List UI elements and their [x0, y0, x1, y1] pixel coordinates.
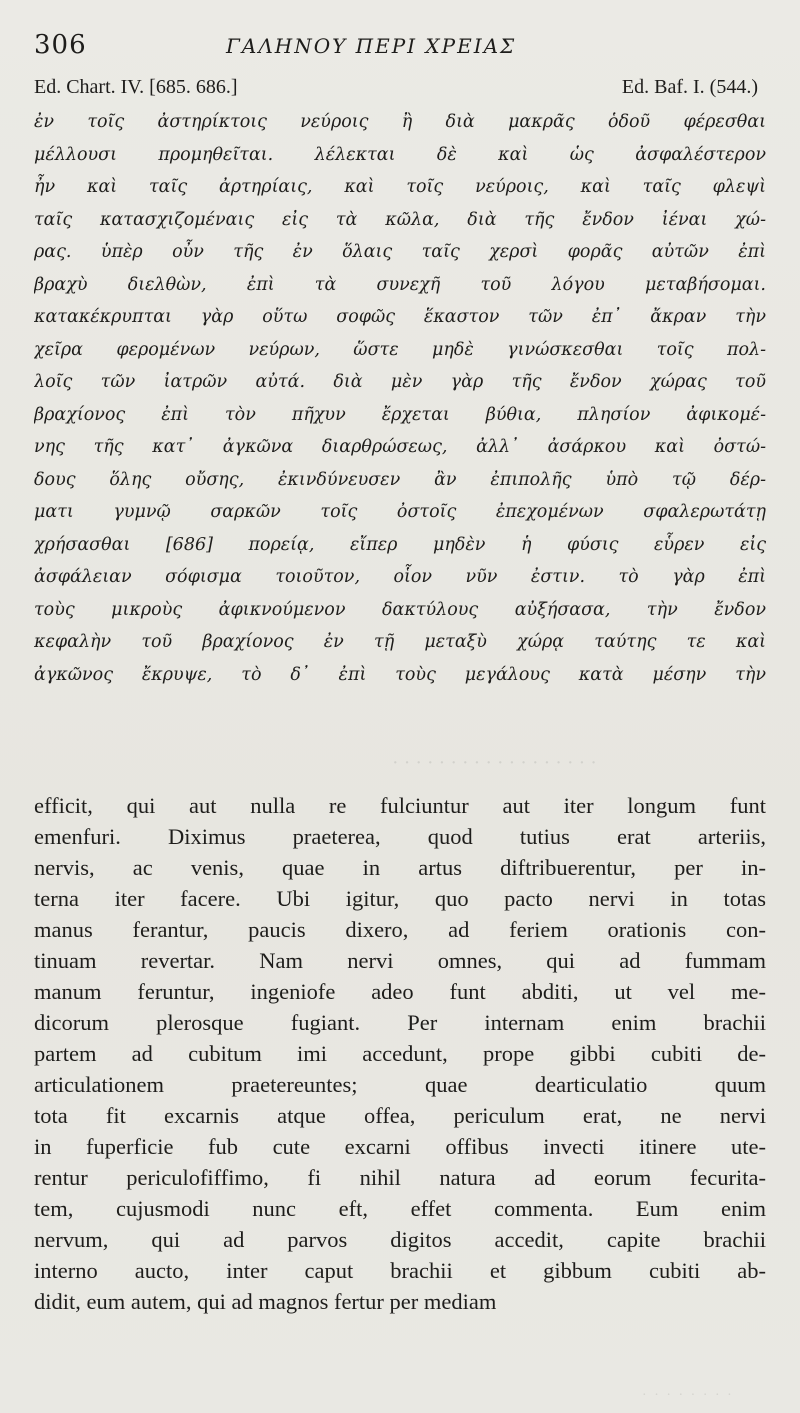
greek-line: ἦν καὶ ταῖς ἀρτηρίαις, καὶ τοῖς νεύροις, καὶ ταῖς φλεψὶ	[34, 177, 766, 197]
latin-line: tinuam revertar. Nam nervi omnes, qui ad fummam	[34, 948, 766, 973]
greek-line: χεῖρα φερομένων νεύρων, ὥστε μηδὲ γινώσκεσθαι τοῖς πολ-	[34, 339, 766, 360]
latin-line: emenfuri. Diximus praeterea, quod tutius erat arteriis,	[34, 824, 766, 849]
latin-line: dicorum plerosque fugiant. Per internam enim brachii	[34, 1010, 766, 1035]
greek-text-column	[34, 106, 766, 691]
latin-line: partem ad cubitum imi accedunt, prope gibbi cubiti de-	[34, 1041, 766, 1066]
edition-reference-left: Ed. Chart. IV. [685. 686.]	[34, 76, 238, 98]
greek-line: χρήσασθαι [686] πορείᾳ, εἴπερ μηδὲν ἡ φύσις εὗρεν εἰς	[34, 534, 766, 555]
greek-line: ἀσφάλειαν σόφισμα τοιοῦτον, οἷον νῦν ἐστιν. τὸ γὰρ ἐπὶ	[34, 567, 766, 587]
latin-line: tem, cujusmodi nunc eft, effet commenta. Eum enim	[34, 1196, 766, 1221]
greek-line: κατακέκρυπται γὰρ οὕτω σοφῶς ἕκαστον τῶν ἐπ᾽ ἄκραν τὴν	[34, 307, 766, 327]
greek-line: ἀγκῶνος ἔκρυψε, τὸ δ᾽ ἐπὶ τοὺς μεγάλους κατὰ μέσην τὴν	[34, 664, 766, 685]
greek-line: ἐν τοῖς ἀστηρίκτοις νεύροις ἢ διὰ μακρᾶς ὁδοῦ φέρεσθαι	[34, 112, 766, 132]
greek-line: ματι γυμνῷ σαρκῶν τοῖς ὀστοῖς ἐπεχομένων σφαλερωτάτῃ	[34, 502, 766, 522]
greek-line: τοὺς μικροὺς ἀφικνούμενον δακτύλους αὐξήσασα, τὴν ἔνδον	[34, 599, 766, 620]
latin-line: tota fit excarnis atque offea, periculum erat, ne nervi	[34, 1103, 766, 1128]
latin-line: efficit, qui aut nulla re fulciuntur aut iter longum funt	[34, 793, 766, 818]
latin-line: articulationem praetereuntes; quae dearticulatio quum	[34, 1072, 766, 1097]
greek-line: βραχὺ διελθὼν, ἐπὶ τὰ συνεχῆ τοῦ λόγου μεταβήσομαι.	[34, 274, 766, 295]
latin-line: didit, eum autem, qui ad magnos fertur per mediam	[34, 1289, 497, 1314]
latin-line: manus ferantur, paucis dixero, ad feriem orationis con-	[34, 917, 766, 942]
latin-line: nervum, qui ad parvos digitos accedit, capite brachii	[34, 1227, 766, 1252]
edition-reference-line	[34, 76, 764, 106]
show-through-text: · · · · · · · ·	[640, 1388, 732, 1403]
greek-line: ταῖς κατασχιζομέναις εἰς τὰ κῶλα, διὰ τῆς ἔνδον ἰέναι χώ-	[34, 209, 766, 230]
latin-line: interno aucto, inter caput brachii et gibbum cubiti ab-	[34, 1258, 766, 1283]
latin-line: manum feruntur, ingeniofe adeo funt abditi, ut vel me-	[34, 979, 766, 1004]
latin-text-column	[34, 790, 766, 1317]
show-through-text: · · · · · · · · · · · · · · · · · ·	[392, 752, 597, 774]
page-number: 306	[34, 30, 87, 60]
greek-line: λοῖς τῶν ἰατρῶν αὐτά. διὰ μὲν γὰρ τῆς ἔνδον χώρας τοῦ	[34, 372, 766, 392]
greek-line: βραχίονος ἐπὶ τὸν πῆχυν ἔρχεται βύθια, πλησίον ἀφικομέ-	[34, 404, 766, 425]
latin-line: terna iter facere. Ubi igitur, quo pacto nervi in totas	[34, 886, 766, 911]
page-header	[34, 30, 764, 66]
greek-line: μέλλουσι προμηθεῖται. λέλεκται δὲ καὶ ὡς ἀσφαλέστερον	[34, 144, 766, 165]
greek-line: ρας. ὑπὲρ οὖν τῆς ἐν ὅλαις ταῖς χερσὶ φορᾶς αὐτῶν ἐπὶ	[34, 242, 766, 262]
latin-line: nervis, ac venis, quae in artus diftribuerentur, per in-	[34, 855, 766, 880]
latin-line: rentur periculofiffimo, fi nihil natura ad eorum fecurita-	[34, 1165, 766, 1190]
greek-line: νης τῆς κατ᾽ ἀγκῶνα διαρθρώσεως, ἀλλ᾽ ἀσάρκου καὶ ὀστώ-	[34, 437, 766, 457]
running-title: ΓΑΛΗΝΟΥ ΠΕΡΙ ΧΡΕΙΑΣ	[226, 34, 517, 58]
greek-line: κεφαλὴν τοῦ βραχίονος ἐν τῇ μεταξὺ χώρᾳ ταύτης τε καὶ	[34, 632, 766, 652]
edition-reference-right: Ed. Baf. I. (544.)	[621, 76, 758, 98]
latin-line: in fuperficie fub cute excarni offibus invecti itinere ute-	[34, 1134, 766, 1159]
greek-line: δους ὅλης οὔσης, ἐκινδύνευσεν ἂν ἐπιπολῆς ὑπὸ τῷ δέρ-	[34, 469, 766, 490]
